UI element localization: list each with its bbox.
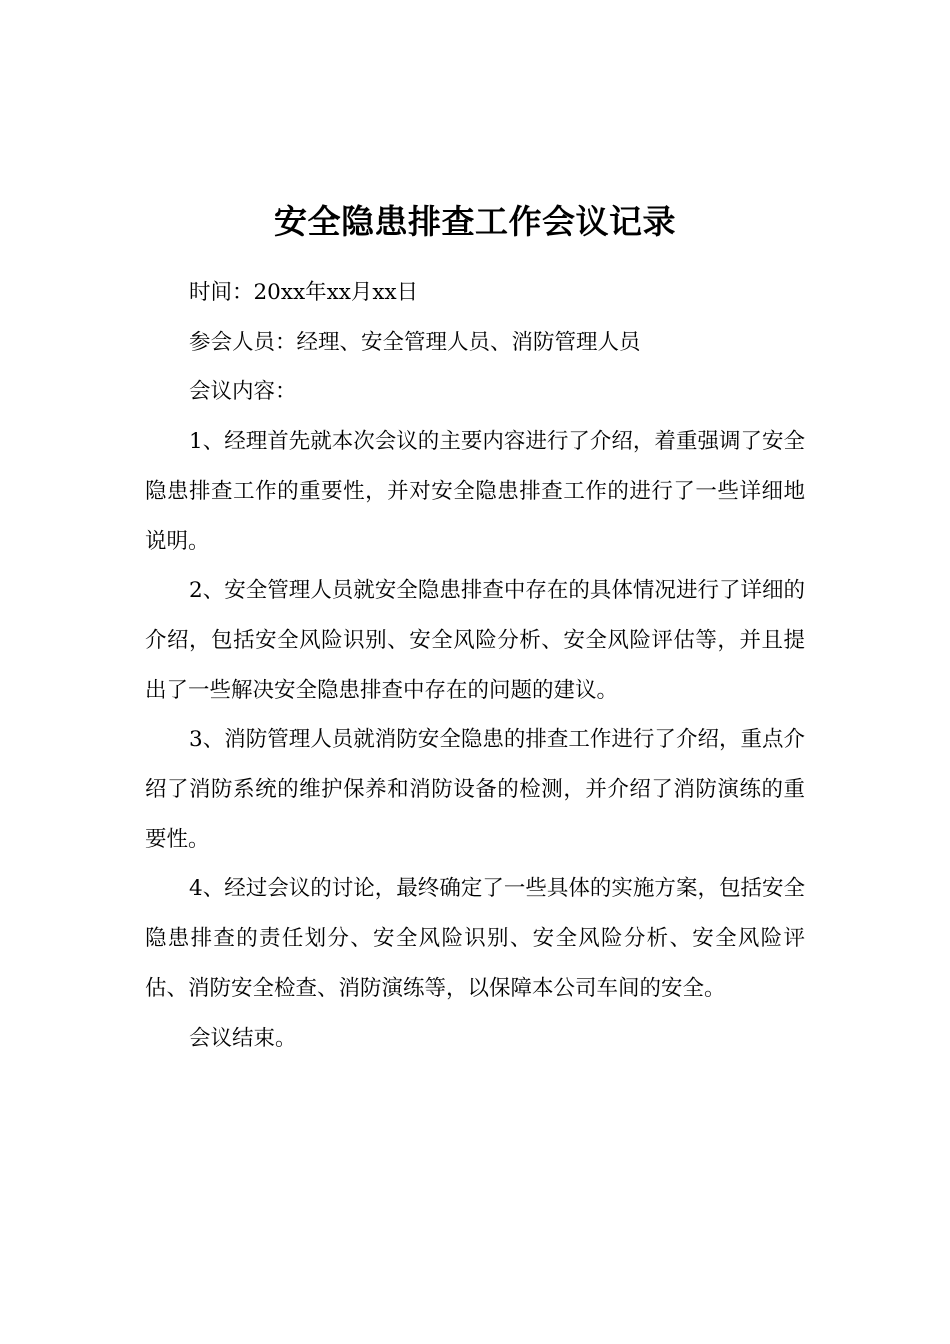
document-body	[145, 268, 805, 1063]
content-item-3: 3、消防管理人员就消防安全隐患的排查工作进行了介绍，重点介绍了消防系统的维护保养和消防设备的检测，并介绍了消防演练的重要性。	[145, 727, 805, 852]
meeting-attendees: 参会人员：经理、安全管理人员、消防管理人员	[189, 329, 641, 355]
content-item-2: 2、安全管理人员就安全隐患排查中存在的具体情况进行了详细的介绍，包括安全风险识别、安全风险分析、安全风险评估等，并且提出了一些解决安全隐患排查中存在的问题的建议。	[145, 578, 805, 703]
page-title: 安全隐患排查工作会议记录	[274, 202, 676, 241]
content-item-4: 4、经过会议的讨论，最终确定了一些具体的实施方案，包括安全隐患排查的责任划分、安全风险识别、安全风险分析、安全风险评估、消防安全检查、消防演练等，以保障本公司车间的安全。	[145, 876, 805, 1001]
content-heading: 会议内容：	[189, 379, 297, 405]
content-item-1: 1、经理首先就本次会议的主要内容进行了介绍，着重强调了安全隐患排查工作的重要性，并对安全隐患排查工作的进行了一些详细地说明。	[145, 429, 805, 554]
meeting-closing: 会议结束。	[189, 1025, 297, 1051]
meeting-time: 时间：20xx年xx月xx日	[189, 280, 419, 305]
